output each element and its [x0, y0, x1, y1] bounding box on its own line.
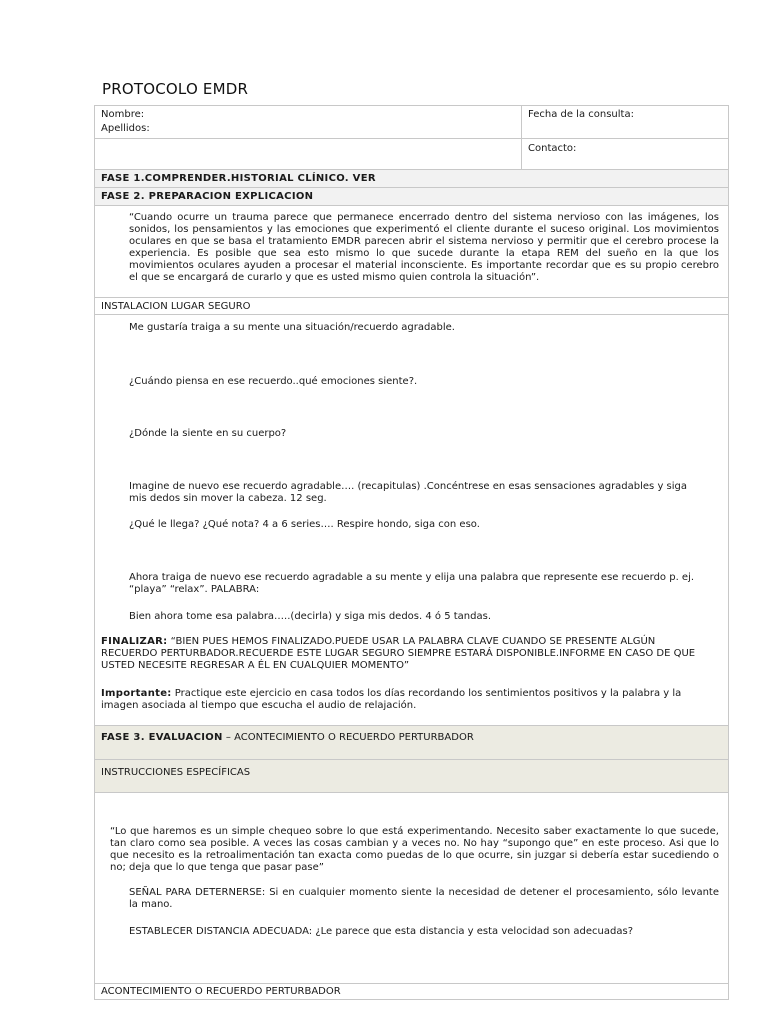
importante-text: Practique este ejercicio en casa todos los días recordando los sentimientos positivos y la palabra y la imagen asociada al tiempo que escucha el audio de relajación.	[101, 688, 682, 711]
instrucciones-cell	[95, 793, 728, 984]
lugar-seguro-prompt-5: ¿Qué le llega? ¿Qué nota? 4 a 6 series…. Respire hondo, siga con eso.	[129, 519, 480, 530]
lugar-seguro-prompt-7: Bien ahora tome esa palabra…..(decirla) y siga mis dedos. 4 ó 5 tandas.	[129, 611, 492, 622]
fase2-explanation-text: “Cuando ocurre un trauma parece que permanece encerrado dentro del sistema nervioso con las imágenes, los sonidos, los pensamientos y las emociones que experimentó el cliente durante el suceso original. Los movimientos oculares en que se basa el tratamiento EMDR parecen abrir el sistema nervioso y permitir que el cerebro procese la experiencia. Es posible que sea esto mismo lo que sucede durante la etapa REM del sueño en la que los movimientos oculares ayuden a procesar el material inconsciente. Es importante recordar que es su propio cerebro el que se encargará de curarlo y que es usted mismo quien controla la situación”.	[129, 212, 719, 283]
fase3-heading	[95, 726, 728, 760]
lugar-seguro-heading: INSTALACION LUGAR SEGURO	[95, 298, 728, 315]
contacto-label: Contacto:	[528, 143, 577, 154]
lugar-seguro-prompt-3: ¿Dónde la siente en su cuerpo?	[129, 428, 287, 439]
importante-label: Importante:	[101, 688, 172, 699]
apellidos-label: Apellidos:	[101, 123, 150, 134]
fase1-heading: FASE 1.COMPRENDER.HISTORIAL CLÍNICO. VER	[95, 170, 728, 188]
nombre-label: Nombre:	[101, 109, 145, 120]
document-title: PROTOCOLO EMDR	[102, 80, 249, 98]
lugar-seguro-prompt-4: Imagine de nuevo ese recuerdo agradable…. (recapitulas) .Concéntrese en esas sensaciones agradables y siga mis dedos sin mover la cabeza. 12 seg.	[129, 481, 688, 504]
fase3-heading-rest: – ACONTECIMIENTO O RECUERDO PERTURBADOR	[222, 732, 474, 743]
lugar-seguro-prompt-1: Me gustaría traiga a su mente una situación/recuerdo agradable.	[129, 322, 455, 333]
lugar-seguro-cell	[95, 315, 728, 726]
fecha-consulta-label: Fecha de la consulta:	[528, 109, 634, 120]
finalizar-paragraph	[101, 636, 706, 672]
importante-paragraph	[101, 688, 706, 712]
fase2-heading: FASE 2. PREPARACION EXPLICACION	[95, 188, 728, 206]
lugar-seguro-prompt-6: Ahora traiga de nuevo ese recuerdo agradable a su mente y elija una palabra que represente ese recuerdo p. ej. “playa” “relax”. PALABRA:	[129, 572, 695, 595]
protocol-form	[94, 105, 729, 1000]
fase3-heading-bold: FASE 3. EVALUACION	[101, 732, 223, 743]
senal-detenerse-text: SEÑAL PARA DETERNERSE: Si en cualquier momento siente la necesidad de detener el procesamiento, sólo levante la mano.	[129, 887, 719, 910]
contact-row	[95, 139, 728, 170]
patient-name-row	[95, 106, 728, 139]
finalizar-text: “BIEN PUES HEMOS FINALIZADO.PUEDE USAR LA PALABRA CLAVE CUANDO SE PRESENTE ALGÚN RECUERDO PERTURBADOR.RECUERDE ESTE LUGAR SEGURO SIEMPRE ESTARÁ DISPONIBLE.INFORME EN CASO DE QUE USTED NECESITE REGRESAR A ÉL EN CUALQUIER MOMENTO”	[101, 636, 696, 671]
fase2-explanation-cell	[95, 206, 728, 298]
lugar-seguro-prompt-2: ¿Cuándo piensa en ese recuerdo..qué emociones siente?.	[129, 376, 418, 387]
distancia-adecuada-text: ESTABLECER DISTANCIA ADECUADA: ¿Le parece que esta distancia y esta velocidad son adecuadas?	[129, 926, 634, 937]
finalizar-label: FINALIZAR:	[101, 636, 168, 647]
instrucciones-especificas-heading: INSTRUCCIONES ESPECÍFICAS	[95, 760, 728, 793]
acontecimiento-heading: ACONTECIMIENTO O RECUERDO PERTURBADOR	[95, 984, 728, 1000]
instrucciones-quote: “Lo que haremos es un simple chequeo sobre lo que está experimentando. Necesito saber exactamente lo que sucede, tan claro como sea posible. A veces las cosas cambian y a veces no. No hay “supongo que” en este proceso. Asi que lo que necesito es la retroalimentación tan exacta como puedas de lo que ocurre, sin juzgar si debería estar sucediendo o no; deja que lo que tenga que pasar pase”	[110, 826, 719, 873]
